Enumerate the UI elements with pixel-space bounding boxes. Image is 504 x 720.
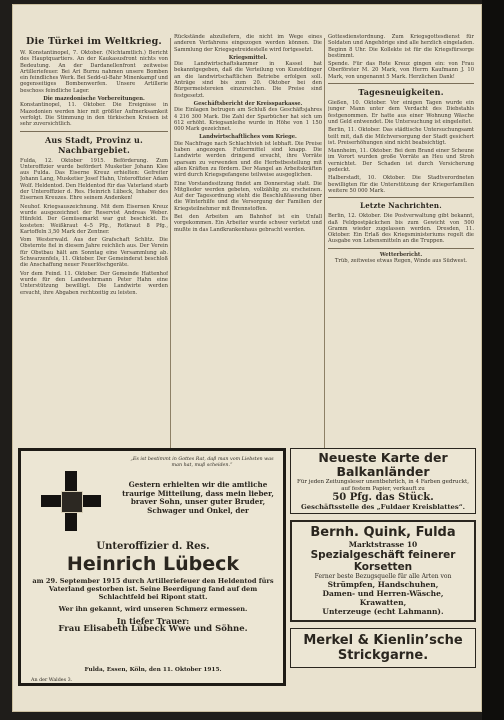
quink-intro: Ferner beste Bezugsquelle für alle Arten von (314, 573, 452, 580)
article-subheading: Landwirtschaftliches vom Kriege. (199, 134, 297, 141)
quink-specialty: Spezialgeschäft feinerer Korsetten (310, 549, 456, 573)
balkan-map-advertisement (290, 448, 476, 514)
quink-item: Krawatten, (359, 598, 407, 607)
iron-cross-icon (41, 471, 101, 531)
quink-item: Unterzeuge (echt Lahmann). (322, 607, 444, 616)
karte-subtitle: Für jeden Zeitungsleser unentbehrlich, in 4 Farben gedruckt, auf festem Papier, verkauft zu (297, 479, 469, 492)
article-paragraph: Die Nachfrage nach Schlachtvieh ist lebhaft. Die Preise haben angezogen. Futtermittel sind knapp. Die Landwirte werden dringend ersucht, ihre Vorräte sparsam zu verwenden und die Herbstbestellung mit allen Kräften zu fördern. Der Mangel an Arbeitskräften wird durch Kriegsgefangene teilweise ausgeglichen. (174, 140, 322, 179)
quink-item: Strümpfen, Handschuhen, (327, 580, 439, 589)
weather-heading: Wetterbericht. (379, 251, 423, 258)
article-paragraph: Bei den Arbeiten am Bahnhof ist ein Unfall vorgekommen. Ein Arbeiter wurde schwer verletzt und mußte in das Landkrankenhaus gebracht werden. (174, 214, 322, 233)
merkel-product: Strickgarne. (337, 648, 429, 663)
column-2 (174, 34, 322, 474)
article-paragraph: Vor dem Feind. 11. Oktober. Der Gemeinde Hattenhof wurde für den Landwehrmann Peter Hahn eine Unterstützung bewilligt. Die Landwirte werden ersucht, ihre Abgaben rechtzeitig zu leisten. (20, 270, 168, 296)
article-paragraph: Mannheim, 11. Oktober. Bei dem Brand einer Scheune im Vorort wurden große Vorräte an Heu und Stroh vernichtet. Der Schaden ist durch Versicherung gedeckt. (328, 148, 474, 174)
obituary-footnote: An der Waldes 3. (31, 678, 73, 683)
column-rule (324, 38, 325, 474)
article-paragraph: Spende. Für das Rote Kreuz gingen ein: von Frau Oberförster M. 20 Mark, von Herrn Kaufmann J. 10 Mark, von ungenannt 5 Mark. Herzlichen Dank! (328, 61, 474, 80)
article-subheading: Geschäftsbericht der Kreissparkasse. (193, 100, 303, 107)
article-paragraph: Konstantinopel, 11. Oktober. Die Ereignisse in Mazedonien werden hier mit größter Aufmerksamkeit verfolgt. Die Stimmung in den türkischen Kreisen ist sehr zuversichtlich. (20, 102, 168, 128)
article-subheading: Die mazedonische Vorbereitungen. (43, 96, 145, 103)
obituary-rank: Unteroffizier d. Res. (96, 541, 210, 552)
article-subheading: Kriegsmittel. (228, 54, 268, 61)
article-paragraph: Fulda, 12. Oktober 1915. Beförderung. Zum Unteroffizier wurde befördert Musketier Johann Klee aus Fulda. Das Eiserne Kreuz erhielten: Gefreiter Johann Lang, Musketier Josef Hahn, Unteroffizier Adam Wolf. Heldentod. Den Heldentod für das Vaterland starb der Unteroffizier d. Res. Heinrich Lübeck, Inhaber des Eisernen Kreuzes. Ehre seinem Andenken! (20, 157, 168, 202)
obituary-lead: Gestern erhielten wir die amtliche traurige Mitteilung, dass mein lieber, braver Sohn, unser guter Bruder, Schwager und Onkel, der (122, 480, 274, 515)
article-paragraph: Neuhof. Kriegsauszeichnung. Mit dem Eisernen Kreuz wurde ausgezeichnet der Reservist Andreas Weber. Hünfeld. Der Gemüsemarkt war gut beschickt. Es kosteten: Weißkraut 4–5 Pfg., Rotkraut 8 Pfg., Kartoffeln 3,50 Mark der Zentner. (20, 203, 168, 235)
obituary-family: Frau Elisabeth Lübeck Wwe und Söhne. (58, 624, 248, 634)
karte-price: 50 Pfg. das Stück. (332, 492, 434, 503)
section-heading-stadt: Aus Stadt, Provinz u. Nachbargebiet. (44, 134, 144, 155)
obituary-line2: Wer ihn gekannt, wird unseren Schmerz ermessen. (58, 605, 248, 613)
article-paragraph: Die Einlagen betrugen am Schluß des Geschäftsjahres 4 216 300 Mark. Die Zahl der Sparbücher hat sich um 612 erhöht. Kriegsanleihe wurde in Höhe von 1 150 000 Mark gezeichnet. (174, 107, 322, 133)
divider (328, 248, 474, 249)
article-paragraph: Halberstadt, 10. Oktober. Die Stadtverordneten bewilligten für die Unterstützung der Kriegerfamilien weitere 50 000 Mark. (328, 175, 474, 194)
article-paragraph: Gießen, 10. Oktober. Vor einigen Tagen wurde ein junger Mann unter dem Verdacht des Diebstahls festgenommen. Er hatte aus einer Wohnung Wäsche und Geld entwendet. Die Untersuchung ist eingeleitet. (328, 100, 474, 125)
article-paragraph: Rückstände abzuliefern, die nicht im Wege eines anderen Verfahrens eingezogen werden können. Die Sammlung der Kriegsgetreidestelle wird fortgesetzt. (174, 34, 322, 53)
article-paragraph: Berlin, 11. Oktober. Das städtische Untersuchungsamt teilt mit, daß die Milchversorgung der Stadt gesichert ist. Preiserhöhungen sind nicht beabsichtigt. (328, 127, 474, 146)
quink-advertisement (290, 520, 476, 622)
divider (20, 131, 168, 132)
obituary-place-date: Fulda, Essen, Köln, den 11. Oktober 1915. (84, 667, 222, 673)
quink-items (298, 581, 468, 617)
merkel-name: Merkel & Kienlin’sche (303, 633, 463, 648)
article-paragraph: Gottesdienstordnung. Zum Kriegsgottesdienst für Soldaten und Angehörige sind alle herzlich eingeladen. Beginn 8 Uhr. Die Kollekte ist für die Kriegsfürsorge bestimmt. (328, 34, 474, 59)
obituary-body (31, 543, 275, 633)
column-rule (170, 38, 171, 474)
quink-address: Marktstrasse 10 (348, 540, 418, 549)
karte-title: Neueste Karte der Balkanländer (318, 450, 448, 479)
obituary-trauer: In tiefer Trauer: (116, 616, 190, 626)
article-paragraph: Eine Vorstandssitzung findet am Donnerstag statt. Die Mitglieder werden gebeten, vollzählig zu erscheinen. Auf der Tagesordnung steht die Beschlußfassung über die Winterhilfe und die Versorgung der Familien der Kriegsteilnehmer mit Brennstoffen. (174, 180, 322, 212)
column-1 (20, 34, 168, 474)
weather-text: Trüb, zeitweise etwas Regen, Winde aus Südwest. (334, 258, 468, 265)
right-advertisements (290, 448, 476, 668)
section-heading-letzte: Letzte Nachrichten. (360, 201, 442, 211)
divider (328, 83, 474, 84)
article-paragraph: W. Konstantinopel, 7. Oktober. (Nichtamtlich.) Bericht des Hauptquartiers. An der Kaukasusfront nichts von Bedeutung. An der Dardanellenfront zeitweise Artilleriefeuer. Bei Ari Burnu nahmen unsere Bomben ein feindliches Werk. Bei Sedd-ul-Bahr Minenkampf und gegenseitiges Bombenwerfen. Unsere Artillerie beschoss feindliche Lager. (20, 50, 168, 94)
quink-name: Bernh. Quink, Fulda (310, 525, 456, 540)
karte-office: Geschäftsstelle des „Fuldaer Kreisblattes“. (301, 503, 465, 511)
scan-edge-shadow (482, 0, 504, 720)
article-paragraph: Vom Westerwald. Aus der Grafschaft Schlitz. Die Obsternte fiel in diesem Jahre reichlich aus. Der Verein für Obstbau hält am Sonntag eine Versammlung ab. Schwarzenfels, 11. Oktober. Der Gemeinderat beschloß die Anschaffung neuer Feuerlöschgeräte. (20, 237, 168, 269)
newspaper-page (12, 4, 482, 712)
merkel-advertisement (290, 628, 476, 668)
article-paragraph: Berlin, 12. Oktober. Die Postverwaltung gibt bekannt, daß Feldpostpäckchen bis zum Gewicht von 500 Gramm wieder zugelassen werden. Dresden, 11. Oktober. Ein Erlaß des Kriegsministeriums regelt die Ausgabe von Lebensmitteln an die Truppen. (328, 213, 474, 245)
section-heading-tuerkei: Die Türkei im Weltkrieg. (26, 36, 162, 47)
obituary-advertisement (18, 448, 286, 686)
column-3 (328, 34, 474, 474)
obituary-quote: „Es ist bestimmt in Gottes Rat, daß man vom Liebsten was man hat, muß scheiden.“ (130, 457, 274, 468)
article-paragraph: Die Landwirtschaftskammer in Kassel hat bekanntgegeben, daß die Verteilung von Kunstdünger an die landwirtschaftlichen Betriebe erfolgen soll. Anträge sind bis zum 20. Oktober bei den Bürgermeistereien einzureichen. Die Preise sind festgesetzt. (174, 61, 322, 99)
divider (328, 197, 474, 198)
quink-item: Damen- und Herren-Wäsche, (322, 589, 444, 598)
obituary-text: am 29. September 1915 durch Artilleriefeuer den Heldentod fürs Vaterland gestorben ist. Seine Beerdigung fand auf dem Schlachtfeld bei Ripont statt. (32, 577, 274, 601)
section-heading-tagesneuigkeiten: Tagesneuigkeiten. (358, 87, 444, 98)
obituary-name: Heinrich Lübeck (66, 553, 240, 575)
